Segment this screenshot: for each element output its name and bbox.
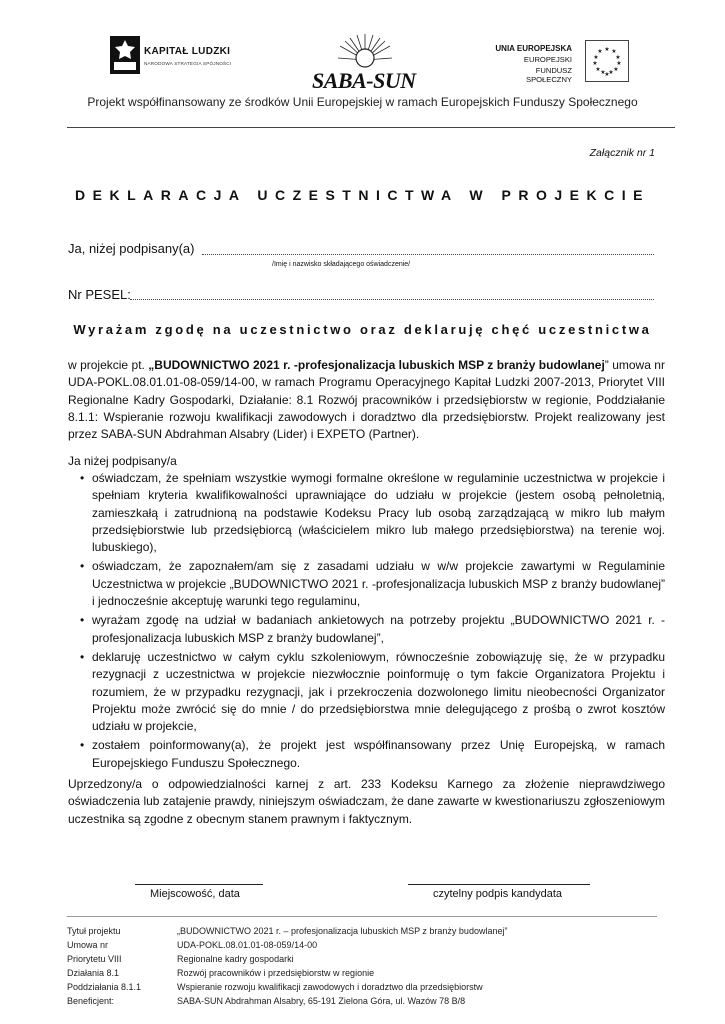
signature-line[interactable] <box>408 884 590 885</box>
list-item <box>68 558 665 610</box>
kapital-ludzki-subtitle: NARODOWA STRATEGIA SPÓJNOŚCI <box>144 61 232 66</box>
svg-text:★: ★ <box>608 69 614 76</box>
intro-rest: ” umowa nr UDA-POKL.08.01.01-08-059/14-00, w ramach Programu Operacyjnego Kapitał Ludzki 2007-2013, Priorytet VIII Regionalne Kadry Gospodarki, Działanie: 8.1 Rozwój pracowników i przedsiębiorstw w regionie, Poddziałanie 8.1.1: Wspieranie rozwoju kwalifikacji zawodowych i doradztwo dla przedsiębiorstw. Projekt realizowany jest przez SABA-SUN Abdrahman Alsabry (Lider) i EXPETO (Partner). <box>68 358 665 442</box>
list-item <box>68 737 665 772</box>
footer-value: Rozwój pracowników i przedsiębiorstw w regionie <box>177 968 375 978</box>
ue-efs-logo <box>490 40 640 86</box>
list-item-text: oświadczam, że spełniam wszystkie wymogi formalne określone w regulaminie uczestnictwa w projekcie i spełniam kryteria kwalifikowalności uprawniające do udziału w projekcie (jestem osobą pełnoletnią, zamieszkałą i zatrudnioną na podstawie Kodeksu Pracy lub osobą zarządzającą w mikro lub małym przedsiębiorstwie lub przedsiębiorcą (właścicielem mikro lub małego przedsiębiorstwa) na terenie woj. lubuskiego), <box>92 471 665 555</box>
footer-value: Regionalne kadry gospodarki <box>177 954 294 964</box>
intro-prefix: w projekcie pt. <box>68 358 149 372</box>
header-divider <box>67 127 675 128</box>
bullet-icon: • <box>80 559 85 574</box>
ue-line3: FUNDUSZ SPOŁECZNY <box>526 66 572 84</box>
svg-text:★: ★ <box>613 66 619 73</box>
declaration-list <box>68 470 665 774</box>
pesel-label: Nr PESEL: <box>68 287 131 302</box>
list-item <box>68 470 665 556</box>
saba-sun-logo <box>300 30 430 100</box>
svg-text:★: ★ <box>600 69 606 76</box>
footer-value: UDA-POKL.08.01.01-08-059/14-00 <box>177 940 318 950</box>
ue-line2: EUROPEJSKI <box>523 55 572 64</box>
name-label: Ja, niżej podpisany(a) <box>68 241 195 256</box>
table-row <box>67 940 507 954</box>
list-item-text: deklaruję uczestnictwo w całym cyklu szkoleniowym, równocześnie zobowiązuję się, że w przypadku rezygnacji z uczestnictwa w projekcie niezwłocznie poinformuję o tym fakcie Organizatora Projektu i rozumiem, że w przypadku rezygnacji, jak i przekroczenia dozwolonego limitu nieobecności Organizator Projektu może zwrócić się do mnie / do przedsiębiorstwa mnie delegującego z prośbą o zwrot kosztów udziału w projekcie, <box>92 649 665 734</box>
warning-paragraph: Uprzedzony/a o odpowiedzialności karnej z art. 233 Kodeksu Karnego za złożenie nieprawdziwego oświadczenia lub zatajenie prawdy, niniejszym oświadczam, że dane zawarte w kwestionariuszu zgłoszeniowym uczestnika są zgodne z obecnym stanem prawnym i faktycznym. <box>68 777 665 826</box>
svg-text:★: ★ <box>611 48 617 55</box>
place-date-caption: Miejscowość, data <box>150 888 240 900</box>
footer-key: Działania 8.1 <box>67 968 120 978</box>
bullet-icon: • <box>80 649 85 664</box>
footer-key: Priorytetu VIII <box>67 954 122 964</box>
list-item-text: oświadczam, że zapoznałem/am się z zasadami udziału w w/w projekcie zawartymi w Regulaminie Uczestnictwa w projekcie „BUDOWNICTWO 2021 r. -profesjonalizacja lubuskich MSP z branży budowlanej” i jednocześnie akceptuję warunki tego regulaminu, <box>92 559 665 609</box>
footer-table <box>67 926 507 1010</box>
svg-text:★: ★ <box>616 60 622 67</box>
svg-text:★: ★ <box>597 48 603 55</box>
document-title: DEKLARACJA UCZESTNICTWA W PROJEKCIE <box>75 187 650 203</box>
footer-key: Poddziałania 8.1.1 <box>67 982 142 992</box>
table-row <box>67 982 507 996</box>
pesel-field[interactable] <box>130 299 654 300</box>
signature-caption: czytelny podpis kandydata <box>433 888 563 900</box>
kapital-ludzki-logo <box>110 32 240 78</box>
ue-line1: UNIA EUROPEJSKA <box>495 44 572 53</box>
svg-text:★: ★ <box>592 60 598 67</box>
table-row <box>67 954 507 968</box>
svg-text:★: ★ <box>604 71 610 78</box>
cofinancing-note: Projekt współfinansowany ze środków Unii Europejskiej w ramach Europejskich Funduszy Społecznego <box>87 95 638 109</box>
footer-value: „BUDOWNICTWO 2021 r. – profesjonalizacja lubuskich MSP z branży budowlanej” <box>177 926 508 936</box>
bullet-icon: • <box>80 738 85 753</box>
list-item-text: zostałem poinformowany(a), że projekt jest współfinansowany przez Unię Europejską, w ramach Europejskiego Funduszu Społecznego. <box>92 738 665 770</box>
footer-value: SABA-SUN Abdrahman Alsabry, 65-191 Zielona Góra, ul. Wazów 78 B/8 <box>177 996 466 1006</box>
svg-text:★: ★ <box>615 54 621 61</box>
intro-paragraph <box>68 357 665 443</box>
svg-text:★: ★ <box>604 46 610 53</box>
footer-key: Umowa nr <box>67 940 109 950</box>
signed-label: Ja niżej podpisany/a <box>68 454 177 468</box>
list-item-text: wyrażam zgodę na udział w badaniach ankietowych na potrzeby projektu „BUDOWNICTWO 2021 r. -profesjonalizacja lubuskich MSP z branży budowlanej”, <box>92 613 665 645</box>
list-item <box>68 612 665 647</box>
eu-flag-icon <box>585 40 629 82</box>
saba-sun-logo-text: SABA-SUN <box>312 68 416 93</box>
table-row <box>67 996 507 1010</box>
name-field[interactable] <box>202 254 654 255</box>
table-row <box>67 926 507 940</box>
table-row <box>67 968 507 982</box>
consent-heading: Wyrażam zgodę na uczestnictwo oraz deklaruję chęć uczestnictwa <box>73 322 652 337</box>
annex-label: Załącznik nr 1 <box>589 147 655 159</box>
footer-value: Wspieranie rozwoju kwalifikacji zawodowych i doradztwo dla przedsiębiorstw <box>177 982 483 992</box>
svg-text:★: ★ <box>593 54 599 61</box>
kapital-ludzki-title: KAPITAŁ LUDZKI <box>144 46 231 57</box>
footer-key: Tytuł projektu <box>67 926 121 936</box>
name-hint: /Imię i nazwisko składającego oświadczenie/ <box>272 261 411 268</box>
bullet-icon: • <box>80 471 85 485</box>
footer-divider <box>67 916 657 917</box>
place-date-line[interactable] <box>135 884 263 885</box>
intro-project-title: „BUDOWNICTWO 2021 r. -profesjonalizacja lubuskich MSP z branży budowlanej <box>148 358 605 372</box>
bullet-icon: • <box>80 613 85 628</box>
footer-key: Beneficjent: <box>67 996 115 1006</box>
kapital-ludzki-emblem-icon <box>110 32 140 76</box>
svg-text:★: ★ <box>595 66 601 73</box>
list-item <box>68 649 665 735</box>
